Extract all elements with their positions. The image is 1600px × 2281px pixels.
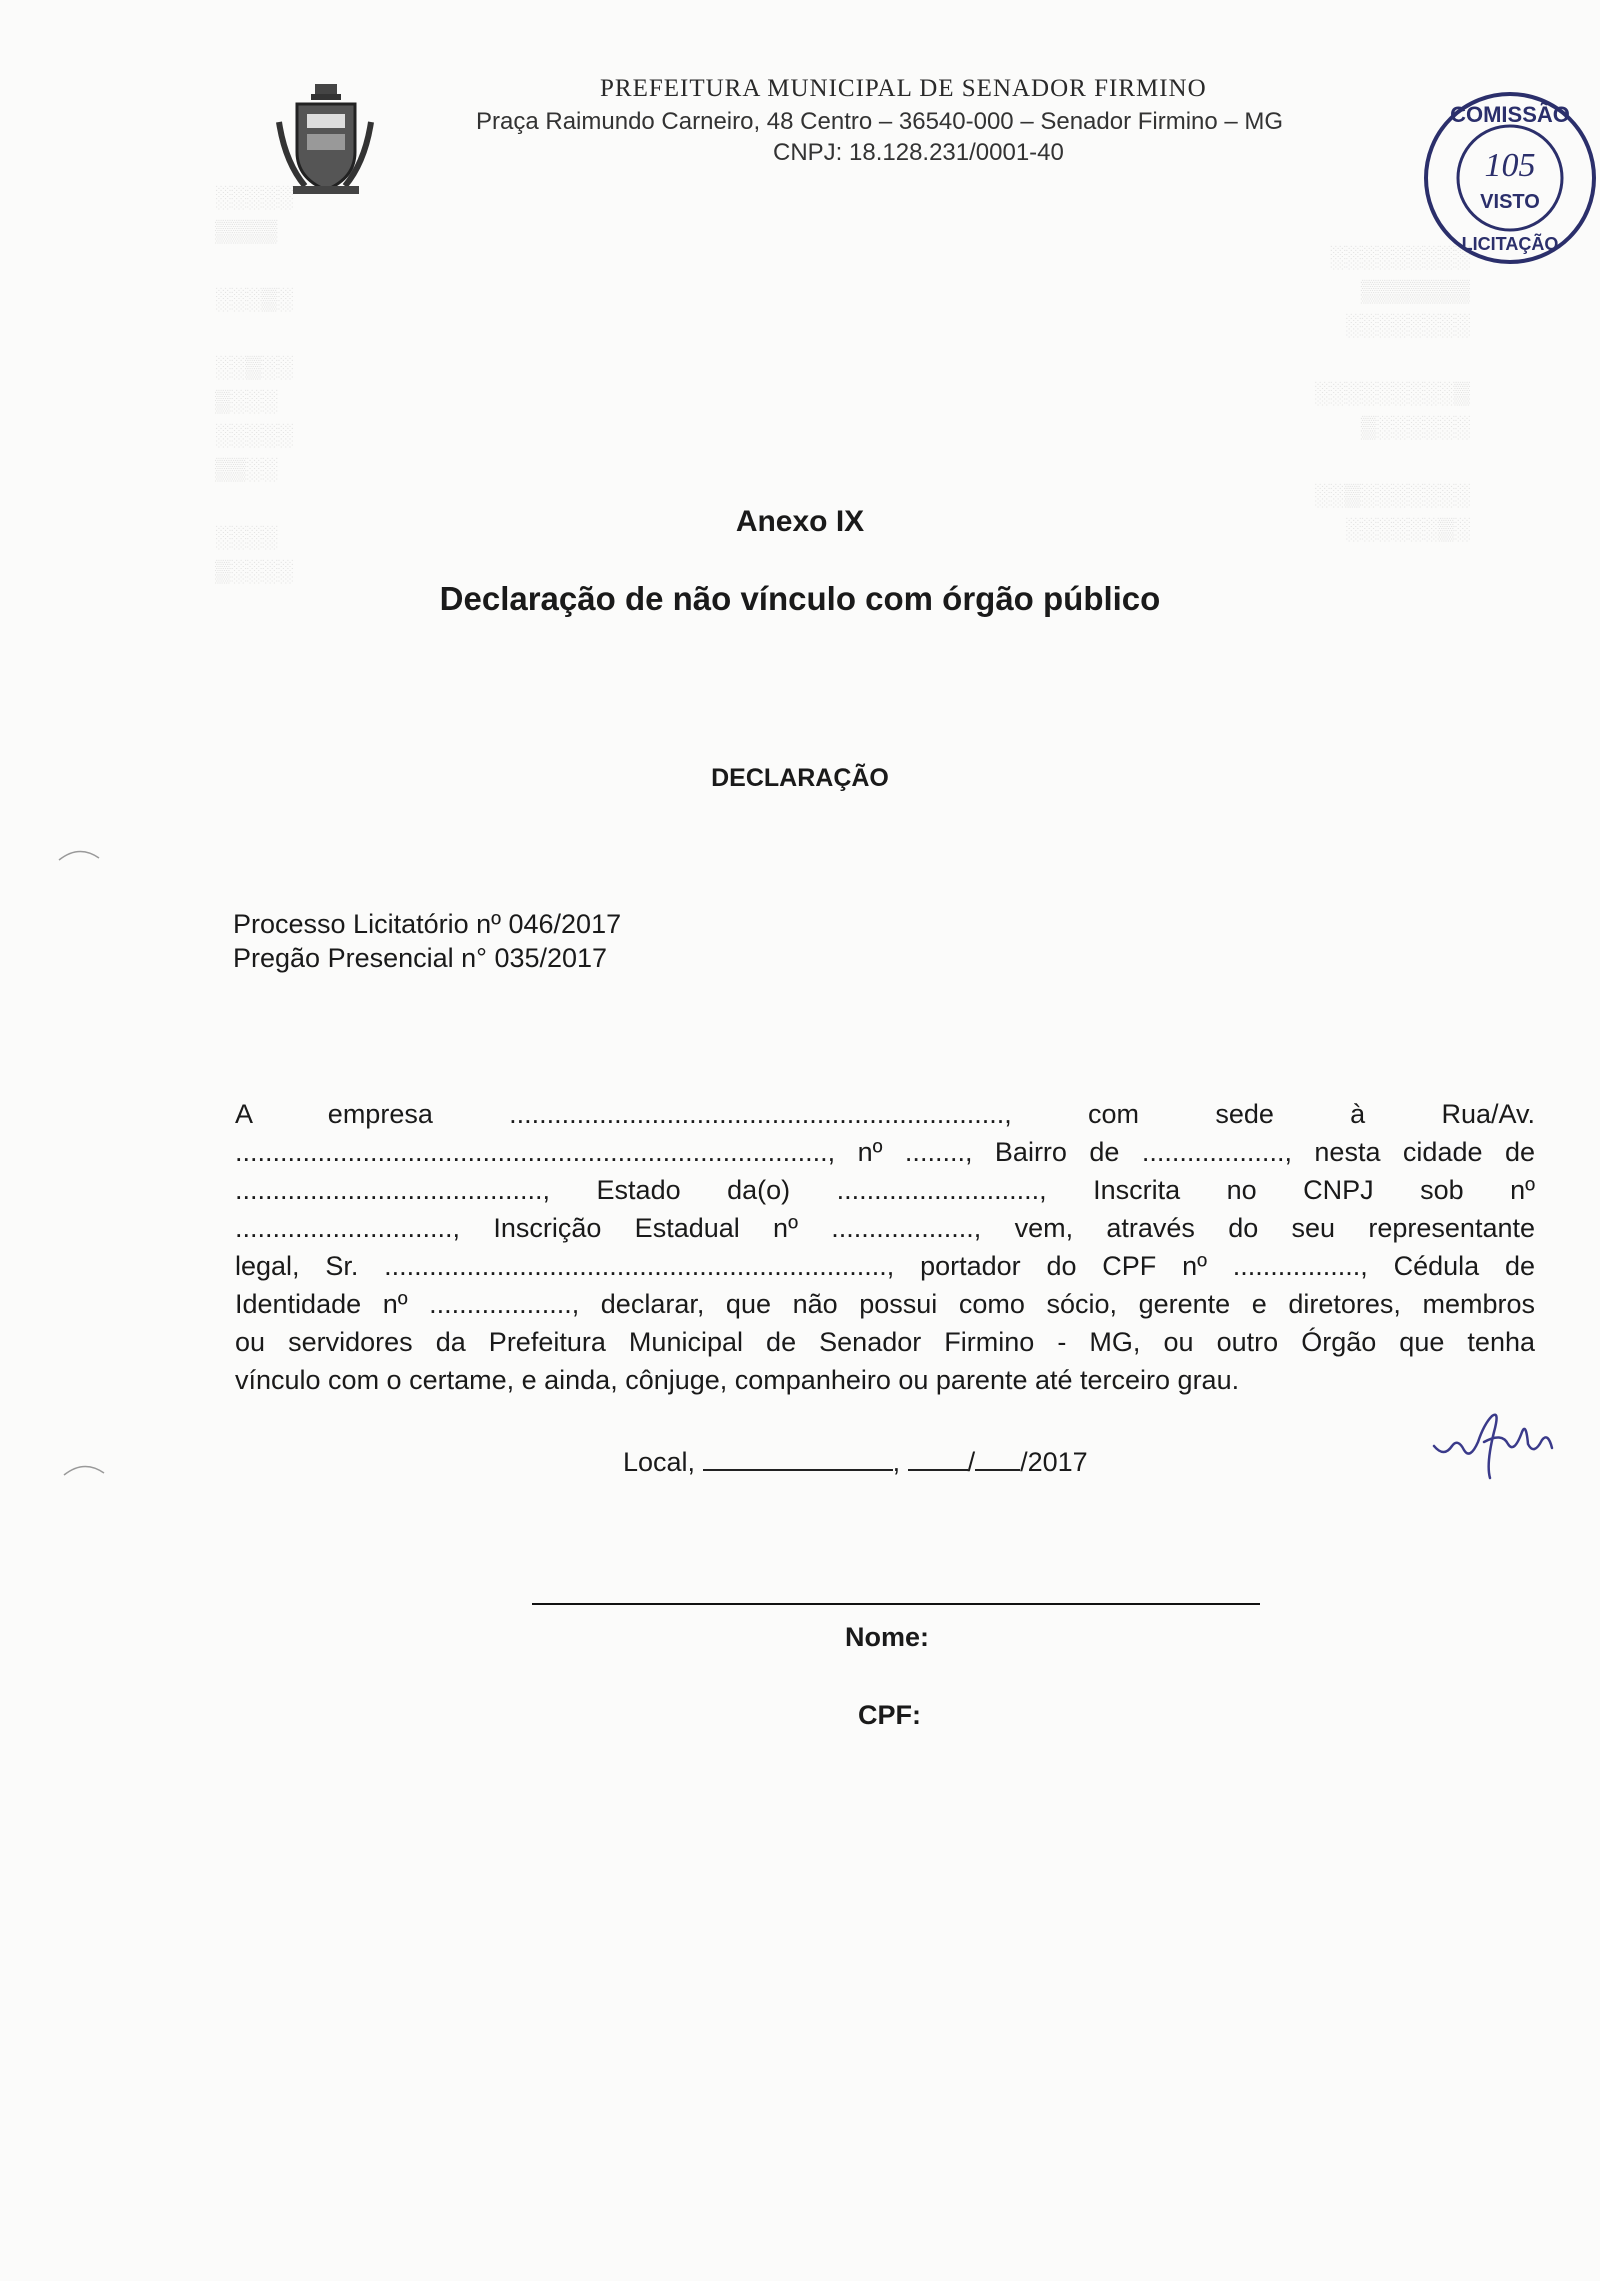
paragraph-line: A empresa .................................................................., com sede à Rua/Av. [235, 1099, 1535, 1129]
bleed-through-left: ░░░░░ ▒▒▒▒ ░░░▒░ ░░▒░░ ▒░░░ ░░░░░ ▒▒░░ ░░░░ ▒░░░░ [215, 184, 293, 583]
local-comma: , [892, 1447, 901, 1477]
signature-name-label: Nome: [845, 1622, 930, 1652]
process-number: Processo Licitatório nº 046/2017 [233, 909, 622, 939]
signature-line[interactable] [532, 1603, 1260, 1605]
stamp-top-text: COMISSÃO [1450, 102, 1570, 127]
handwritten-initials [1430, 1402, 1560, 1482]
municipal-crest-icon [275, 82, 375, 200]
paragraph-line: ou servidores da Prefeitura Municipal de Senador Firmino - MG, ou outro Órgão que tenha [235, 1327, 1535, 1357]
header-address: Praça Raimundo Carneiro, 48 Centro – 36540-000 – Senador Firmino – MG [476, 108, 1284, 135]
paragraph-line: vínculo com o certame, e ainda, cônjuge, companheiro ou parente até terceiro grau. [235, 1365, 1240, 1395]
stamp-number: 105 [1484, 147, 1536, 184]
month-blank[interactable] [975, 1447, 1020, 1471]
local-date-line [623, 1442, 1088, 1482]
stamp-bottom-text: LICITAÇÃO [1461, 234, 1559, 254]
paragraph-line: Identidade nº ..................., declarar, que não possui como sócio, gerente e diretores, membros [235, 1289, 1535, 1319]
margin-mark [55, 840, 105, 870]
header-title: PREFEITURA MUNICIPAL DE SENADOR FIRMINO [600, 75, 1207, 102]
local-label: Local, [623, 1447, 696, 1477]
paragraph-line: ............................., Inscrição Estadual nº ..................., vem, através do seu representante [235, 1213, 1535, 1243]
bleed-through-right: ░░░░░░░░░ ▒▒▒▒▒▒▒ ░░░░░░░░ ░░░░░░░░░▒ ▒░░░░░░ ░░▒░░░░░░░ ░░░░░░▒░ [1314, 244, 1470, 541]
paragraph-line: legal, Sr. ..................................................................., portador do CPF nº ................., Cédula de [235, 1251, 1535, 1281]
declaration-subtitle: DECLARAÇÃO [711, 764, 889, 792]
annex-heading: Anexo IX [735, 505, 865, 538]
document-title: Declaração de não vínculo com órgão público [439, 580, 1161, 617]
comissao-licitacao-stamp [1420, 88, 1600, 268]
margin-mark [60, 1455, 110, 1485]
year-text: /2017 [1020, 1447, 1088, 1477]
header-cnpj: CNPJ: 18.128.231/0001-40 [773, 139, 1064, 166]
signature-cpf-label: CPF: [858, 1700, 921, 1730]
day-blank[interactable] [908, 1447, 968, 1471]
local-blank[interactable] [703, 1447, 893, 1471]
paragraph-line: ..............................................................................., nº ........, Bairro de ..................., nesta cidade de [235, 1137, 1535, 1167]
paragraph-line: ........................................., Estado da(o) ..........................., Inscrita no CNPJ sob nº [235, 1175, 1535, 1205]
pregao-number: Pregão Presencial n° 035/2017 [233, 943, 608, 973]
date-slash: / [967, 1447, 976, 1477]
declaration-paragraph [235, 1095, 1535, 1399]
stamp-visto-text: VISTO [1480, 191, 1540, 213]
